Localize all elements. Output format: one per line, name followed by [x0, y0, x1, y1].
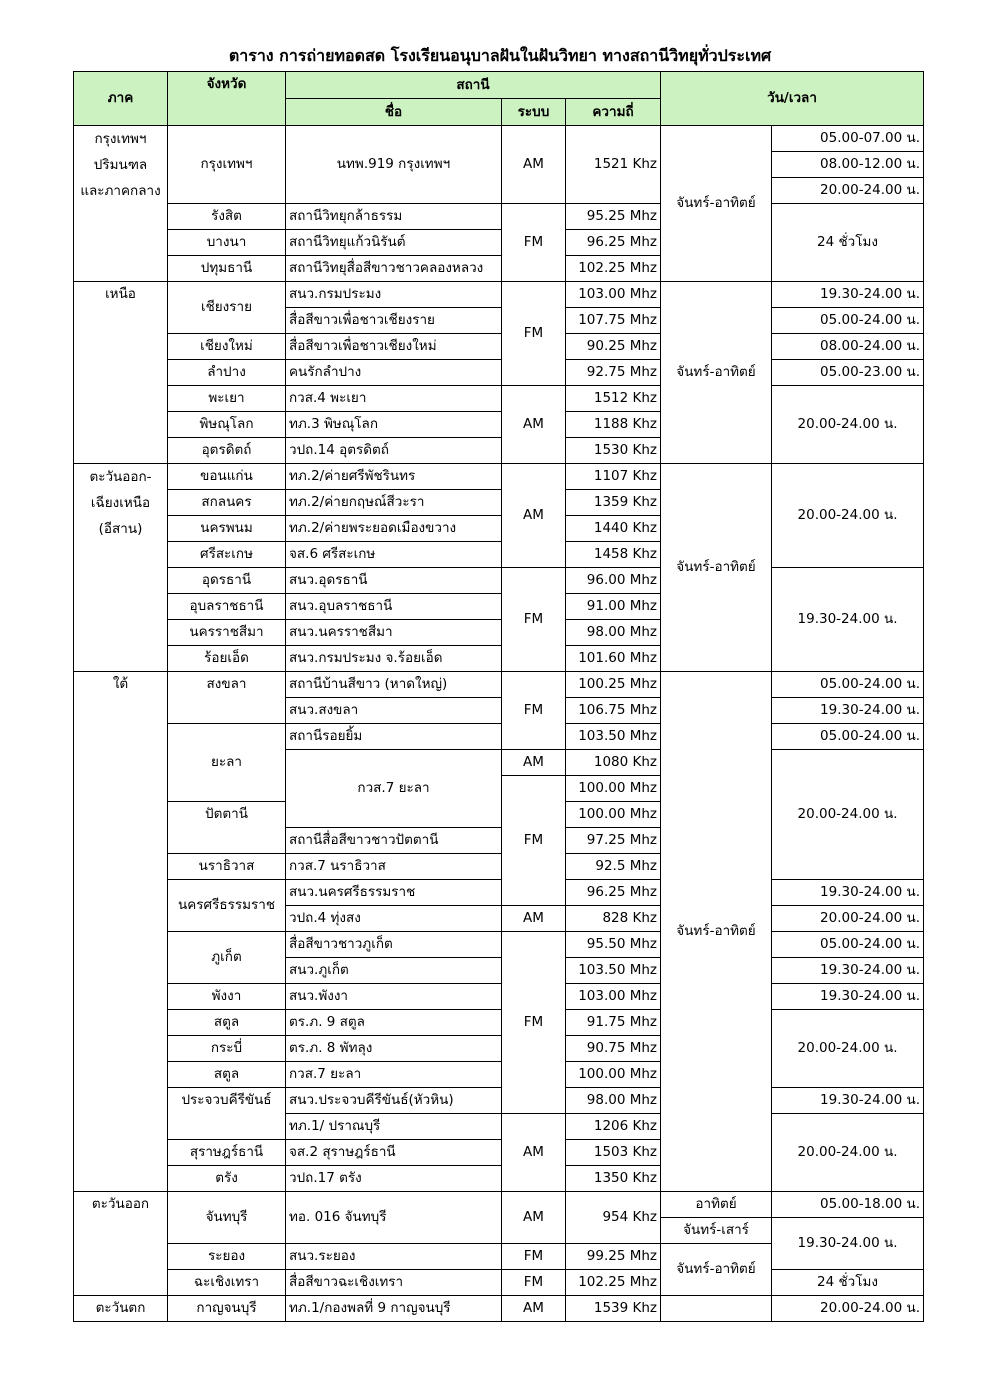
frequency-cell: 90.75 Mhz: [566, 1036, 661, 1062]
table-row: [74, 568, 924, 594]
station-name: สถานีบ้านสีขาว (หาดใหญ่): [286, 672, 502, 698]
frequency-cell: 103.00 Mhz: [566, 984, 661, 1010]
time-cell: 19.30-24.00 น.: [772, 880, 924, 906]
frequency-cell: 1206 Khz: [566, 1114, 661, 1140]
frequency-cell: 96.25 Mhz: [566, 880, 661, 906]
frequency-cell: 1530 Khz: [566, 438, 661, 464]
region-north: เหนือ: [74, 282, 168, 464]
station-name: วปถ.14 อุตรดิตถ์: [286, 438, 502, 464]
station-name: สถานีวิทยุสื่อสีขาวชาวคลองหลวง: [286, 256, 502, 282]
station-name: จส.2 สุราษฎร์ธานี: [286, 1140, 502, 1166]
frequency-cell: 103.00 Mhz: [566, 282, 661, 308]
station-name: กวส.7 ยะลา: [286, 750, 502, 828]
system-cell: AM: [502, 386, 566, 464]
table-row: [74, 360, 924, 386]
province-cell: อุดรธานี: [168, 568, 286, 594]
system-cell: AM: [502, 1296, 566, 1322]
frequency-cell: 101.60 Mhz: [566, 646, 661, 672]
system-cell: AM: [502, 464, 566, 568]
time-cell: 19.30-24.00 น.: [772, 1088, 924, 1114]
province-cell: จันทบุรี: [168, 1192, 286, 1244]
table-row: [74, 1010, 924, 1036]
frequency-cell: 98.00 Mhz: [566, 620, 661, 646]
header-name: ชื่อ: [286, 99, 502, 126]
province-cell: ศรีสะเกษ: [168, 542, 286, 568]
province-cell: นครราชสีมา: [168, 620, 286, 646]
station-name: ตร.ภ. 8 พัทลุง: [286, 1036, 502, 1062]
table-row: [74, 282, 924, 308]
station-name: ทภ.2/ค่ายศรีพัชรินทร: [286, 464, 502, 490]
region-northeast: [74, 464, 168, 672]
table-row: [74, 1192, 924, 1218]
province-cell: นครศรีธรรมราช: [168, 880, 286, 932]
frequency-cell: 99.25 Mhz: [566, 1244, 661, 1270]
table-row: [74, 724, 924, 750]
station-name: สนว.พังงา: [286, 984, 502, 1010]
time-cell: 05.00-24.00 น.: [772, 724, 924, 750]
station-name: สนว.อุดรธานี: [286, 568, 502, 594]
station-name: กวส.7 นราธิวาส: [286, 854, 502, 880]
province-cell: กาญจนบุรี: [168, 1296, 286, 1322]
table-row: [74, 880, 924, 906]
frequency-cell: 100.00 Mhz: [566, 802, 661, 828]
province-cell: สงขลา: [168, 672, 286, 724]
time-cell: 19.30-24.00 น.: [772, 698, 924, 724]
time-cell: 24 ชั่วโมง: [772, 1270, 924, 1296]
frequency-cell: 828 Khz: [566, 906, 661, 932]
frequency-cell: 95.50 Mhz: [566, 932, 661, 958]
frequency-cell: 103.50 Mhz: [566, 958, 661, 984]
frequency-cell: 97.25 Mhz: [566, 828, 661, 854]
province-cell: อุบลราชธานี: [168, 594, 286, 620]
station-name: สถานีวิทยุแก้วนิรันต์: [286, 230, 502, 256]
province-cell: สตูล: [168, 1062, 286, 1088]
province-cell: สตูล: [168, 1010, 286, 1036]
day-cell: จันทร์-อาทิตย์: [661, 282, 772, 464]
time-cell: 05.00-24.00 น.: [772, 672, 924, 698]
frequency-cell: 98.00 Mhz: [566, 1088, 661, 1114]
province-cell: ปทุมธานี: [168, 256, 286, 282]
table-row: [74, 464, 924, 490]
province-cell: พังงา: [168, 984, 286, 1010]
time-cell: 05.00-24.00 น.: [772, 932, 924, 958]
table-row: [74, 1088, 924, 1114]
station-name: ทภ.2/ค่ายกฤษณ์สีวะรา: [286, 490, 502, 516]
table-row: [74, 386, 924, 412]
time-cell: 20.00-24.00 น.: [772, 906, 924, 932]
day-cell: จันทร์-อาทิตย์: [661, 126, 772, 282]
system-cell: FM: [502, 282, 566, 386]
day-cell: จันทร์-เสาร์: [661, 1218, 772, 1244]
time-cell: 05.00-18.00 น.: [772, 1192, 924, 1218]
header-station: สถานี: [286, 72, 661, 99]
province-cell: บางนา: [168, 230, 286, 256]
region-label: ตะวันออก-: [89, 469, 152, 485]
frequency-cell: 1440 Khz: [566, 516, 661, 542]
province-cell: ปัตตานี: [168, 802, 286, 854]
station-name: สนว.นครราชสีมา: [286, 620, 502, 646]
frequency-cell: 102.25 Mhz: [566, 1270, 661, 1296]
frequency-cell: 1188 Khz: [566, 412, 661, 438]
time-cell: 19.30-24.00 น.: [772, 958, 924, 984]
system-cell: FM: [502, 1244, 566, 1270]
time-cell: 05.00-07.00 น.: [772, 126, 924, 152]
system-cell: FM: [502, 1270, 566, 1296]
header-frequency: ความถี่: [566, 99, 661, 126]
station-name: ทภ.3 พิษณุโลก: [286, 412, 502, 438]
frequency-cell: 90.25 Mhz: [566, 334, 661, 360]
system-cell: FM: [502, 672, 566, 750]
station-name: ตร.ภ. 9 สตูล: [286, 1010, 502, 1036]
schedule-table: [73, 71, 924, 1322]
frequency-cell: 96.00 Mhz: [566, 568, 661, 594]
region-south: ใต้: [74, 672, 168, 1192]
time-cell: 05.00-24.00 น.: [772, 308, 924, 334]
province-cell: กรุงเทพฯ: [168, 126, 286, 204]
table-row: [74, 204, 924, 230]
frequency-cell: 1080 Khz: [566, 750, 661, 776]
station-name: กวส.4 พะเยา: [286, 386, 502, 412]
station-name: สถานีรอยยิ้ม: [286, 724, 502, 750]
frequency-cell: 1107 Khz: [566, 464, 661, 490]
time-cell: 05.00-23.00 น.: [772, 360, 924, 386]
frequency-cell: 103.50 Mhz: [566, 724, 661, 750]
frequency-cell: 954 Khz: [566, 1192, 661, 1244]
system-cell: FM: [502, 776, 566, 906]
time-cell: 20.00-24.00 น.: [772, 464, 924, 568]
province-cell: สกลนคร: [168, 490, 286, 516]
province-cell: ขอนแก่น: [168, 464, 286, 490]
station-name: นทพ.919 กรุงเทพฯ: [286, 126, 502, 204]
system-cell: AM: [502, 1192, 566, 1244]
time-cell: 19.30-24.00 น.: [772, 1218, 924, 1270]
region-label: กรุงเทพฯ: [94, 131, 147, 147]
time-cell: 20.00-24.00 น.: [772, 1114, 924, 1192]
frequency-cell: 92.5 Mhz: [566, 854, 661, 880]
station-name: สนว.กรมประมง จ.ร้อยเอ็ด: [286, 646, 502, 672]
province-cell: พิษณุโลก: [168, 412, 286, 438]
table-row: [74, 984, 924, 1010]
region-central: [74, 126, 168, 282]
time-cell: 19.30-24.00 น.: [772, 984, 924, 1010]
station-name: ทภ.2/ค่ายพระยอดเมืองขวาง: [286, 516, 502, 542]
station-name: สนว.อุบลราชธานี: [286, 594, 502, 620]
time-cell: 20.00-24.00 น.: [772, 178, 924, 204]
frequency-cell: 107.75 Mhz: [566, 308, 661, 334]
province-cell: สุราษฎร์ธานี: [168, 1140, 286, 1166]
frequency-cell: 102.25 Mhz: [566, 256, 661, 282]
time-cell: 20.00-24.00 น.: [772, 1296, 924, 1322]
station-name: สื่อสีขาวเพื่อชาวเชียงราย: [286, 308, 502, 334]
system-cell: AM: [502, 126, 566, 204]
province-cell: ร้อยเอ็ด: [168, 646, 286, 672]
province-cell: ระยอง: [168, 1244, 286, 1270]
frequency-cell: 92.75 Mhz: [566, 360, 661, 386]
station-name: สนว.กรมประมง: [286, 282, 502, 308]
province-cell: นราธิวาส: [168, 854, 286, 880]
system-cell: FM: [502, 204, 566, 282]
header-province: จังหวัด: [168, 72, 286, 126]
station-name: สถานีวิทยุกล้าธรรม: [286, 204, 502, 230]
station-name: สนว.ระยอง: [286, 1244, 502, 1270]
region-west: ตะวันตก: [74, 1296, 168, 1322]
header-system: ระบบ: [502, 99, 566, 126]
page-title: ตาราง การถ่ายทอดสด โรงเรียนอนุบาลฝันในฝันวิทยา ทางสถานีวิทยุทั่วประเทศ: [228, 46, 772, 65]
table-row: [74, 672, 924, 698]
frequency-cell: 1503 Khz: [566, 1140, 661, 1166]
day-cell: อาทิตย์: [661, 1192, 772, 1218]
frequency-cell: 1539 Khz: [566, 1296, 661, 1322]
time-cell: 08.00-12.00 น.: [772, 152, 924, 178]
province-cell: เชียงใหม่: [168, 334, 286, 360]
frequency-cell: 100.00 Mhz: [566, 1062, 661, 1088]
province-cell: นครพนม: [168, 516, 286, 542]
region-label: (อีสาน): [98, 521, 143, 537]
region-label: และภาคกลาง: [80, 183, 161, 199]
time-cell: 20.00-24.00 น.: [772, 1010, 924, 1088]
time-cell: 20.00-24.00 น.: [772, 750, 924, 880]
station-name: สื่อสีขาวฉะเชิงเทรา: [286, 1270, 502, 1296]
station-name: คนรักลำปาง: [286, 360, 502, 386]
frequency-cell: 91.00 Mhz: [566, 594, 661, 620]
frequency-cell: 1512 Khz: [566, 386, 661, 412]
station-name: ทอ. 016 จันทบุรี: [286, 1192, 502, 1244]
province-cell: เชียงราย: [168, 282, 286, 334]
frequency-cell: 96.25 Mhz: [566, 230, 661, 256]
station-name: สนว.ประจวบคีรีขันธ์(หัวหิน): [286, 1088, 502, 1114]
province-cell: พะเยา: [168, 386, 286, 412]
frequency-cell: 1359 Khz: [566, 490, 661, 516]
frequency-cell: 91.75 Mhz: [566, 1010, 661, 1036]
province-cell: กระบี่: [168, 1036, 286, 1062]
station-name: สื่อสีขาวเพื่อชาวเชียงใหม่: [286, 334, 502, 360]
frequency-cell: 95.25 Mhz: [566, 204, 661, 230]
region-label: เฉียงเหนือ: [90, 495, 151, 511]
time-cell: 24 ชั่วโมง: [772, 204, 924, 282]
province-cell: ยะลา: [168, 724, 286, 802]
province-cell: ประจวบคีรีขันธ์: [168, 1088, 286, 1140]
province-cell: ฉะเชิงเทรา: [168, 1270, 286, 1296]
frequency-cell: 100.00 Mhz: [566, 776, 661, 802]
station-name: สื่อสีขาวชาวภูเก็ต: [286, 932, 502, 958]
table-row: [74, 126, 924, 152]
system-cell: AM: [502, 1114, 566, 1192]
station-name: สถานีสื่อสีขาวชาวปัตตานี: [286, 828, 502, 854]
header-region: ภาค: [74, 72, 168, 126]
time-cell: 20.00-24.00 น.: [772, 386, 924, 464]
time-cell: 19.30-24.00 น.: [772, 282, 924, 308]
table-row: [74, 1296, 924, 1322]
station-name: ทภ.1/กองพลที่ 9 กาญจนบุรี: [286, 1296, 502, 1322]
system-cell: FM: [502, 568, 566, 672]
station-name: กวส.7 ยะลา: [286, 1062, 502, 1088]
frequency-cell: 1350 Khz: [566, 1166, 661, 1192]
day-cell: จันทร์-อาทิตย์: [661, 1244, 772, 1296]
station-name: สนว.ภูเก็ต: [286, 958, 502, 984]
table-row: [74, 334, 924, 360]
region-east: ตะวันออก: [74, 1192, 168, 1296]
frequency-cell: 100.25 Mhz: [566, 672, 661, 698]
time-cell: 19.30-24.00 น.: [772, 568, 924, 672]
header-datetime: วัน/เวลา: [661, 72, 924, 126]
system-cell: AM: [502, 906, 566, 932]
province-cell: ภูเก็ต: [168, 932, 286, 984]
province-cell: รังสิต: [168, 204, 286, 230]
system-cell: FM: [502, 932, 566, 1114]
station-name: สนว.นครศรีธรรมราช: [286, 880, 502, 906]
station-name: วปถ.17 ตรัง: [286, 1166, 502, 1192]
day-cell: [661, 1296, 772, 1322]
day-cell: จันทร์-อาทิตย์: [661, 464, 772, 672]
province-cell: ลำปาง: [168, 360, 286, 386]
time-cell: 08.00-24.00 น.: [772, 334, 924, 360]
day-cell: จันทร์-อาทิตย์: [661, 672, 772, 1192]
station-name: จส.6 ศรีสะเกษ: [286, 542, 502, 568]
header-row: [74, 72, 924, 99]
province-cell: อุตรดิตถ์: [168, 438, 286, 464]
station-name: สนว.สงขลา: [286, 698, 502, 724]
table-row: [74, 1270, 924, 1296]
province-cell: ตรัง: [168, 1166, 286, 1192]
region-label: ปริมนฑล: [93, 157, 148, 173]
table-row: [74, 932, 924, 958]
frequency-cell: 106.75 Mhz: [566, 698, 661, 724]
station-name: วปถ.4 ทุ่งสง: [286, 906, 502, 932]
system-cell: AM: [502, 750, 566, 776]
frequency-cell: 1458 Khz: [566, 542, 661, 568]
frequency-cell: 1521 Khz: [566, 126, 661, 204]
station-name: ทภ.1/ ปราณบุรี: [286, 1114, 502, 1140]
